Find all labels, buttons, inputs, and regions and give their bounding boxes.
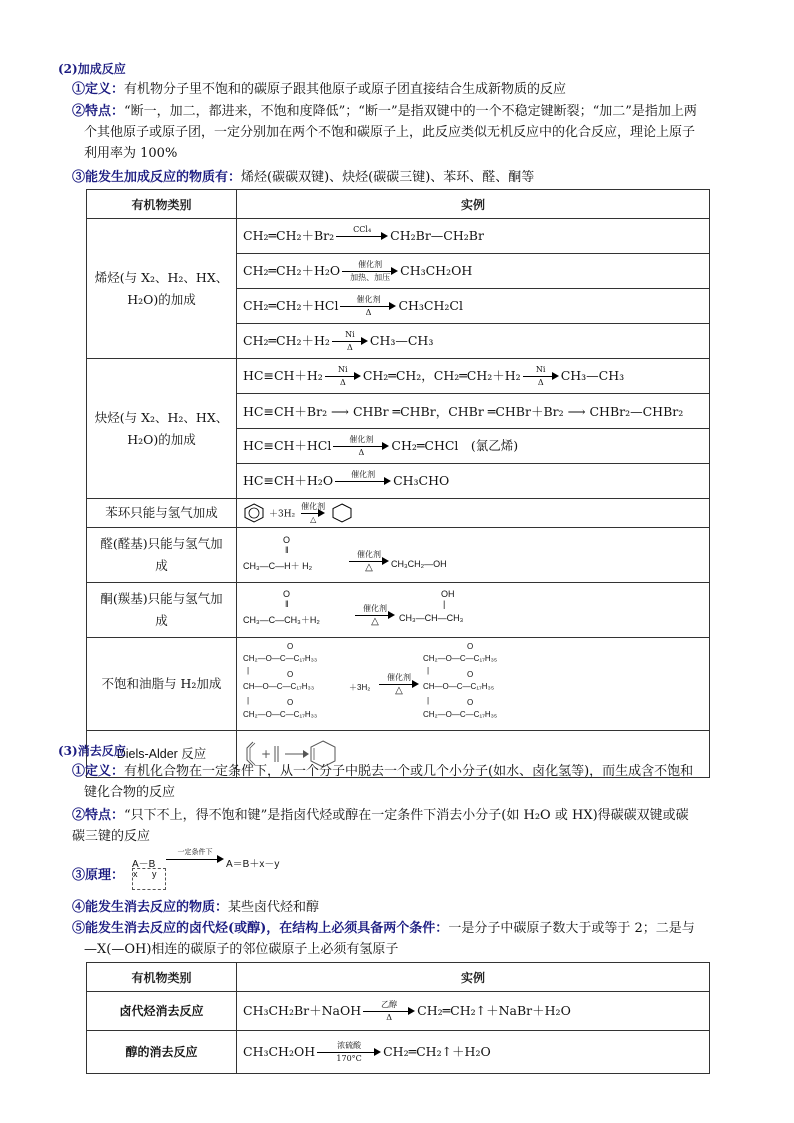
category-alcohol-elimination: 醇的消去反应 — [87, 1031, 237, 1074]
alkene-example-3: CH₂═CH₂＋HCl 催化剂 Δ CH₃CH₂Cl — [237, 289, 710, 324]
category-haloalkane-elimination: 卤代烃消去反应 — [87, 992, 237, 1031]
section-heading-elimination: (3)消去反应 — [58, 744, 126, 758]
elimination-conditions — [72, 918, 752, 960]
category-aldehyde: 醛(醛基)只能与氢气加成 — [87, 528, 237, 583]
section-heading-addition: (2)加成反应 — [58, 62, 126, 76]
category-alkene: 烯烃(与 X₂、H₂、HX、H₂O)的加成 — [87, 219, 237, 359]
category-benzene: 苯环只能与氢气加成 — [87, 499, 237, 528]
elim-conditions-line1: 一是分子中碳原子数大于或等于 2；二是与 — [448, 921, 695, 936]
alkyne-example-4: HC≡CH＋H₂O 催化剂 CH₃CHO — [237, 464, 710, 499]
cyclohexane-ring-icon — [331, 503, 353, 523]
table2-header-category: 有机物类别 — [87, 963, 237, 992]
elimination-features — [72, 805, 752, 847]
elimination-definition — [72, 761, 752, 803]
table2-header-example: 实例 — [237, 963, 710, 992]
features-line1: “断一，加二，都进来，不饱和度降低”；“断一”是指双键中的一个不稳定键断裂；“加二”是指加上两 — [124, 104, 697, 119]
elim-definition-label: ①定义： — [72, 764, 125, 779]
table-header-example: 实例 — [237, 190, 710, 219]
definition-label: ①定义： — [72, 82, 125, 97]
elim-definition-line1: 有机化合物在一定条件下，从一个分子中脱去一个或几个小分子(如水、卤化氢等)，而生成含不饱和 — [124, 764, 694, 779]
elim-conditions-line2: —X(—OH)相连的碳原子的邻位碳原子上必须有氢原子 — [84, 942, 399, 957]
elimination-substances — [72, 897, 319, 918]
elim-substances-label: ④能发生消去反应的物质： — [72, 900, 229, 915]
svg-text:+: + — [261, 747, 272, 761]
ketone-example: O ‖ CH₃—C—CH₃＋H₂ 催化剂 △ OH | CH₃—CH—CH₃ — [237, 583, 710, 638]
category-diels-alder: Diels-Alder 反应 — [87, 731, 237, 778]
addition-definition — [72, 79, 566, 100]
elim-features-line2: 碳三键的反应 — [72, 829, 151, 844]
elim-substances-text: 某些卤代烃和醇 — [228, 900, 320, 915]
principle-label: ③原理： — [72, 868, 125, 883]
elim-conditions-label: ⑤能发生消去反应的卤代烃(或醇)，在结构上必须具备两个条件： — [72, 921, 449, 936]
substances-label: ③能发生加成反应的物质有： — [72, 170, 242, 185]
features-label: ②特点： — [72, 104, 125, 119]
addition-table — [86, 189, 710, 778]
alkyne-example-1: HC≡CH＋H₂ $\frac{Ni}{\Delta}$ CH₂═CH₂，CH₂═CH₂＋H₂ $\frac{Ni}{\Delta}$ CH₃—CH₃ — [237, 359, 710, 394]
addition-substances — [72, 167, 534, 188]
elim-definition-line2: 键化合物的反应 — [84, 785, 176, 800]
alkene-example-4: CH₂═CH₂＋H₂ $\frac{Ni}{\Delta}$ CH₃—CH₃ — [237, 324, 710, 359]
alkyne-example-2: HC≡CH＋Br₂ ⟶ CHBr ═CHBr，CHBr ═CHBr＋Br₂ ⟶ CHBr₂—CHBr₂ — [237, 394, 710, 429]
alcohol-elimination-example: CH₃CH₂OH 浓硫酸 170°C CH₂═CH₂↑＋H₂O — [237, 1031, 710, 1074]
definition-text: 有机物分子里不饱和的碳原子跟其他原子或原子团直接结合生成新物质的反应 — [124, 82, 567, 97]
category-unsaturated-fat: 不饱和油脂与 H₂加成 — [87, 638, 237, 731]
alkene-example-1: CH₂═CH₂＋Br₂ CCl₄ CH₂Br—CH₂Br — [237, 219, 710, 254]
alkene-example-2: CH₂═CH₂＋H₂O 催化剂 加热、加压 CH₃CH₂OH — [237, 254, 710, 289]
substances-text: 烯烃(碳碳双键)、炔烃(碳碳三键)、苯环、醛、酮等 — [241, 170, 535, 185]
fat-example: CH₂—O—C—C₁₇H₃₃ CH—O—C—C₁₇H₃₃ CH₂—O—C—C₁₇H₃₃ | | O O O ＋3H₂ 催化剂 △ CH₂—O—C—C₁₇H₃₅ CH—O—C—C₁₇H₃₅ CH₂—O—C—C₁₇H₃₅ | | O O O — [237, 638, 710, 731]
features-line2: 个其他原子或原子团，一定分别加在两个不饱和碳原子上，此反应类似无机反应中的化合反应，理论上原子 — [84, 125, 696, 140]
elimination-table — [86, 962, 710, 1074]
elim-features-label: ②特点： — [72, 808, 125, 823]
elimination-principle: ③原理： A－B 一定条件下 A＝B＋x－y x y — [72, 852, 372, 892]
features-line3: 利用率为 100% — [84, 146, 178, 161]
category-alkyne: 炔烃(与 X₂、H₂、HX、H₂O)的加成 — [87, 359, 237, 499]
addition-features — [72, 101, 752, 164]
benzene-ring-icon — [243, 503, 265, 523]
category-ketone: 酮(羰基)只能与氢气加成 — [87, 583, 237, 638]
alkyne-example-3: HC≡CH＋HCl 催化剂 Δ CH₂═CHCl (氯乙烯) — [237, 429, 710, 464]
elim-features-line1: “只下不上，得不饱和键”是指卤代烃或醇在一定条件下消去小分子(如 H₂O 或 HX)得碳碳双键或碳 — [124, 808, 689, 823]
haloalkane-elimination-example: CH₃CH₂Br＋NaOH 乙醇 Δ CH₂═CH₂↑＋NaBr＋H₂O — [237, 992, 710, 1031]
aldehyde-example: O ‖ CH₃—C—H＋ H₂ 催化剂 △ CH₃CH₂—OH — [237, 528, 710, 583]
benzene-example: ＋3H₂ 催化剂 △ — [237, 499, 710, 528]
table-header-category: 有机物类别 — [87, 190, 237, 219]
